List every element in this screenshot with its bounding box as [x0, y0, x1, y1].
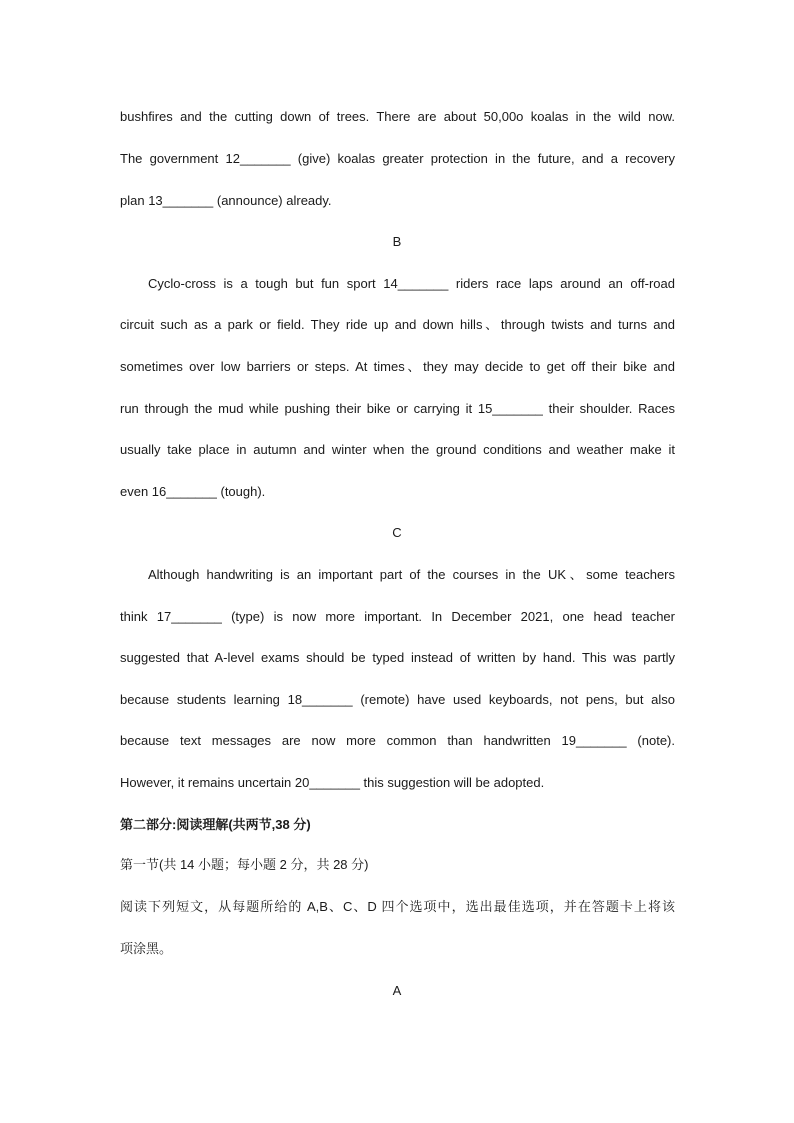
passage-line: even 16_______ (tough).: [120, 484, 266, 499]
section-heading-a: A: [392, 983, 402, 998]
passage-line: think 17_______ (type) is now more important. In December 2021, one head teacher: [120, 609, 675, 624]
passage-line: sometimes over low barriers or steps. At times、they may decide to get off their bike and: [120, 359, 675, 374]
passage-line: The government 12_______ (give) koalas greater protection in the future, and a recovery: [120, 151, 675, 166]
subsection-title: 第一节(共 14 小题；每小题 2 分，共 28 分): [120, 857, 369, 872]
passage-line: Although handwriting is an important part of the courses in the UK、some teachers: [148, 567, 675, 582]
instruction-line: 阅读下列短文，从每题所给的 A,B、C、D 四个选项中，选出最佳选项，并在答题卡上将该: [120, 899, 675, 914]
section-heading-b: B: [392, 234, 402, 249]
passage-line: usually take place in autumn and winter when the ground conditions and weather make it: [120, 442, 675, 457]
instruction-line: 项涂黑。: [120, 941, 173, 956]
passage-line: bushfires and the cutting down of trees. There are about 50,00o koalas in the wild now.: [120, 109, 675, 124]
passage-line: Cyclo-cross is a tough but fun sport 14_______ riders race laps around an off-road: [148, 276, 675, 291]
passage-line: However, it remains uncertain 20_______ this suggestion will be adopted.: [120, 775, 545, 790]
passage-line: suggested that A-level exams should be typed instead of written by hand. This was partly: [120, 650, 675, 665]
passage-line: because students learning 18_______ (remote) have used keyboards, not pens, but also: [120, 692, 675, 707]
passage-line: run through the mud while pushing their bike or carrying it 15_______ their shoulder. Races: [120, 401, 675, 416]
passage-line: circuit such as a park or field. They ride up and down hills、through twists and turns and: [120, 317, 675, 332]
section-heading-c: C: [392, 525, 402, 540]
passage-line: because text messages are now more common than handwritten 19_______ (note).: [120, 733, 675, 748]
part-title: 第二部分:阅读理解(共两节,38 分): [120, 817, 311, 832]
passage-line: plan 13_______ (announce) already.: [120, 193, 332, 208]
